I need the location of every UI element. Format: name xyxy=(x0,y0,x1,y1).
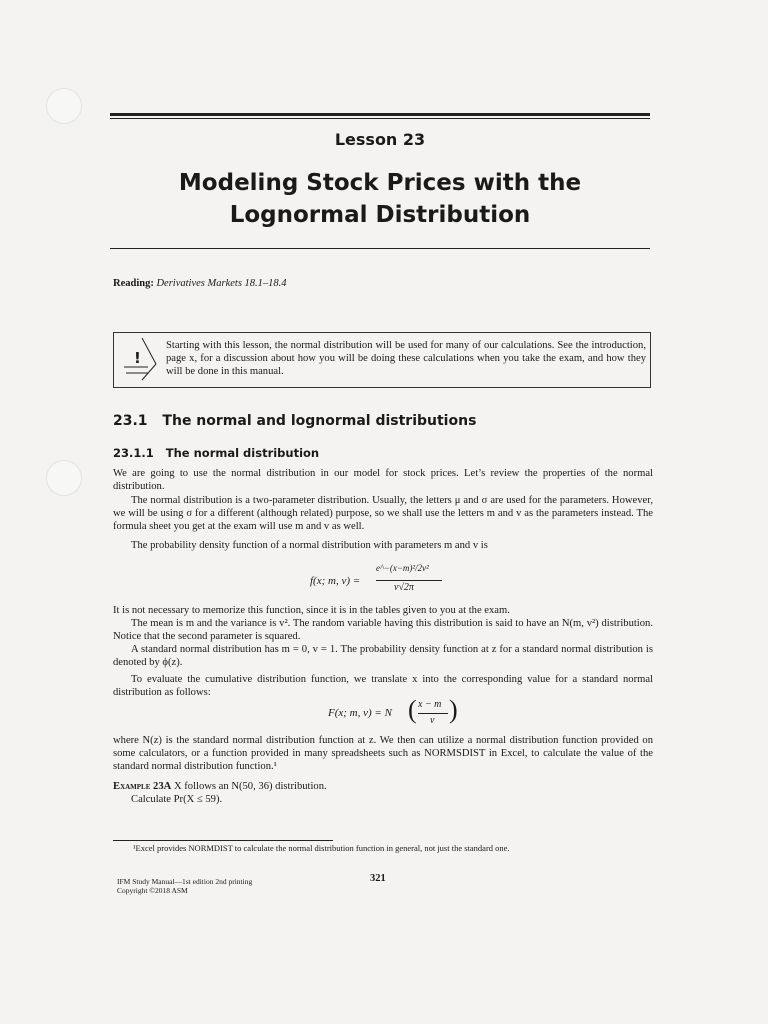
footer-edition: IFM Study Manual—1st edition 2nd printing xyxy=(117,877,253,886)
footnote-rule xyxy=(113,840,333,841)
lesson-number: Lesson 23 xyxy=(334,130,426,149)
subsection-heading xyxy=(113,446,319,460)
reading-line xyxy=(113,278,287,289)
notice-box xyxy=(113,332,651,388)
section-heading xyxy=(113,413,476,429)
top-rule xyxy=(110,113,650,116)
top-rule-thin xyxy=(110,118,650,119)
paragraph-2: The normal distribution is a two-parameter distribution. Usually, the letters μ and σ are used for the parameters. However, we will be using σ for a different (although related) purpose, so we shall use the letters m and v as the parameters instead. The formula sheet you get at the exam will use m and v as well. xyxy=(113,495,653,532)
footnote: ¹Excel provides NORMDIST to calculate the normal distribution function in general, not just the standard one. xyxy=(133,843,510,853)
paragraph-7: To evaluate the cumulative distribution function, we translate x into the corresponding value for a standard normal distribution as follows: xyxy=(113,674,653,698)
formula-cdf-denominator: v xyxy=(430,715,435,726)
notice-text: Starting with this lesson, the normal distribution will be used for many of our calculations. See the introduction, page x, for a discussion about how you will be doing these calculations when you take the exam, and how they will be done in this manual. xyxy=(166,340,646,377)
section-title: The normal and lognormal distributions xyxy=(162,413,477,429)
formula-cdf-paren-left: ( xyxy=(408,695,417,724)
punch-hole-middle xyxy=(46,460,82,496)
page-title-line1: Modeling Stock Prices with the xyxy=(178,170,582,196)
footer-left xyxy=(117,877,252,895)
subsection-number: 23.1.1 xyxy=(113,446,154,460)
paragraph-8: where N(z) is the standard normal distribution function at z. We then can utilize a normal distribution function provided on some calculators, or a function provided in many spreadsheets such as NORMSDIST in Excel, to calculate the value of the standard normal distribution function.¹ xyxy=(113,735,653,772)
subsection-title: The normal distribution xyxy=(165,446,320,460)
formula-cdf-numerator: x − m xyxy=(418,699,442,710)
formula-cdf-paren-right: ) xyxy=(449,695,458,724)
formula-cdf-lhs: F(x; m, v) = N xyxy=(328,707,392,719)
punch-hole-top xyxy=(46,88,82,124)
formula-cdf xyxy=(328,697,468,733)
section-number: 23.1 xyxy=(113,413,148,429)
formula-pdf-fraction-bar xyxy=(376,580,442,581)
formula-pdf-denominator: v√2π xyxy=(394,582,414,593)
paragraph-4: It is not necessary to memorize this function, since it is in the tables given to you at the exam. xyxy=(113,605,510,616)
formula-pdf xyxy=(310,563,470,599)
example-block xyxy=(113,780,327,806)
warning-icon xyxy=(118,336,162,384)
formula-pdf-lhs: f(x; m, v) = xyxy=(310,575,361,587)
reading-text: Derivatives Markets 18.1–18.4 xyxy=(156,278,287,289)
formula-cdf-fraction-bar xyxy=(418,713,448,714)
example-label: Example 23A xyxy=(113,781,172,792)
paragraph-6: A standard normal distribution has m = 0, v = 1. The probability density function at z for a standard normal distribution is denoted by ϕ(z). xyxy=(113,644,653,668)
paragraph-1: We are going to use the normal distribution in our model for stock prices. Let’s review the properties of the normal distribution. xyxy=(113,468,653,492)
title-bottom-rule xyxy=(110,248,650,249)
warning-icon-glyph: ! xyxy=(134,349,141,367)
formula-pdf-numerator: e^−(x−m)²/2v² xyxy=(376,563,429,573)
paragraph-5: The mean is m and the variance is v². The random variable having this distribution is said to have an N(m, v²) distribution. Notice that the second parameter is squared. xyxy=(113,618,653,642)
example-line2: Calculate Pr(X ≤ 59). xyxy=(131,794,223,805)
paragraph-3: The probability density function of a normal distribution with parameters m and v is xyxy=(131,540,488,551)
reading-label: Reading: xyxy=(113,278,154,289)
footer-copyright: Copyright ©2018 ASM xyxy=(117,886,188,895)
page-title-line2: Lognormal Distribution xyxy=(229,202,531,228)
example-line1: X follows an N(50, 36) distribution. xyxy=(173,781,327,792)
page-number: 321 xyxy=(370,873,386,884)
